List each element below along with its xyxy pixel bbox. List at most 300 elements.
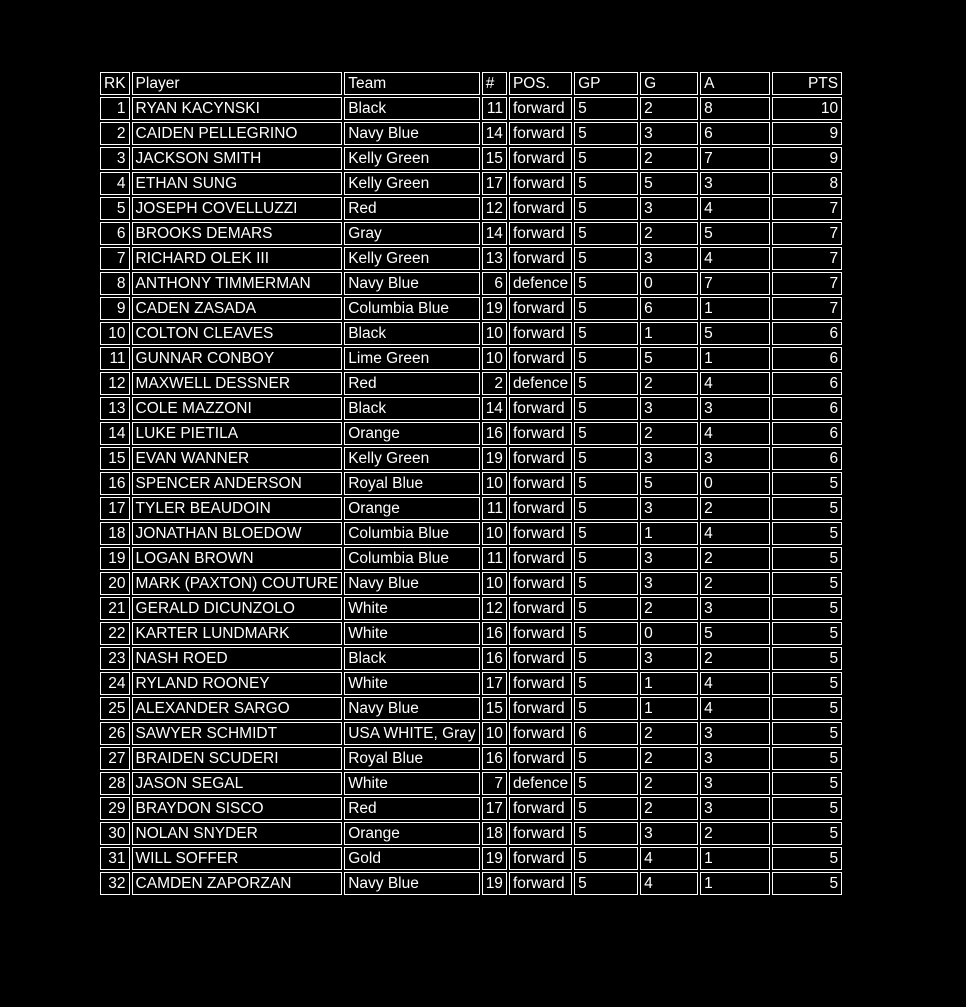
cell-team: Columbia Blue [344, 297, 479, 320]
cell-a: 4 [700, 672, 770, 695]
cell-team: Orange [344, 422, 479, 445]
cell-rk: 27 [100, 747, 130, 770]
cell-pos: forward [509, 747, 572, 770]
cell-player: LUKE PIETILA [132, 422, 343, 445]
table-row [100, 622, 842, 645]
cell-team: Kelly Green [344, 147, 479, 170]
cell-pos: forward [509, 572, 572, 595]
cell-team: Kelly Green [344, 447, 479, 470]
cell-player: COLTON CLEAVES [132, 322, 343, 345]
header-team: Team [344, 72, 479, 95]
cell-pos: forward [509, 347, 572, 370]
cell-gp: 6 [574, 722, 638, 745]
cell-g: 5 [640, 172, 698, 195]
cell-pts: 5 [772, 697, 842, 720]
table-row [100, 147, 842, 170]
cell-pos: forward [509, 497, 572, 520]
cell-number: 14 [482, 122, 507, 145]
cell-team: White [344, 772, 479, 795]
cell-team: White [344, 672, 479, 695]
cell-player: ANTHONY TIMMERMAN [132, 272, 343, 295]
cell-number: 17 [482, 172, 507, 195]
table-row [100, 222, 842, 245]
cell-rk: 14 [100, 422, 130, 445]
cell-rk: 30 [100, 822, 130, 845]
table-row [100, 547, 842, 570]
table-row [100, 497, 842, 520]
cell-number: 10 [482, 472, 507, 495]
cell-gp: 5 [574, 247, 638, 270]
cell-pts: 5 [772, 772, 842, 795]
cell-number: 15 [482, 147, 507, 170]
cell-a: 4 [700, 522, 770, 545]
cell-team: Gold [344, 847, 479, 870]
cell-number: 10 [482, 347, 507, 370]
cell-g: 4 [640, 872, 698, 895]
cell-rk: 22 [100, 622, 130, 645]
cell-pos: forward [509, 847, 572, 870]
cell-team: Kelly Green [344, 172, 479, 195]
cell-g: 4 [640, 847, 698, 870]
cell-rk: 19 [100, 547, 130, 570]
cell-a: 1 [700, 347, 770, 370]
cell-number: 12 [482, 597, 507, 620]
cell-team: White [344, 597, 479, 620]
cell-gp: 5 [574, 622, 638, 645]
cell-a: 7 [700, 147, 770, 170]
cell-a: 4 [700, 697, 770, 720]
cell-a: 4 [700, 247, 770, 270]
cell-pos: forward [509, 547, 572, 570]
header-gp: GP [574, 72, 638, 95]
cell-team: Navy Blue [344, 572, 479, 595]
table-row [100, 422, 842, 445]
cell-g: 3 [640, 122, 698, 145]
cell-a: 5 [700, 622, 770, 645]
cell-pts: 5 [772, 822, 842, 845]
cell-a: 3 [700, 172, 770, 195]
cell-pos: defence [509, 372, 572, 395]
header-pts: PTS [772, 72, 842, 95]
cell-pts: 9 [772, 122, 842, 145]
cell-a: 2 [700, 547, 770, 570]
cell-pts: 5 [772, 647, 842, 670]
cell-gp: 5 [574, 222, 638, 245]
cell-pos: forward [509, 672, 572, 695]
cell-g: 6 [640, 297, 698, 320]
cell-pts: 7 [772, 197, 842, 220]
cell-rk: 8 [100, 272, 130, 295]
cell-pos: forward [509, 247, 572, 270]
cell-g: 1 [640, 697, 698, 720]
cell-player: MAXWELL DESSNER [132, 372, 343, 395]
cell-g: 5 [640, 347, 698, 370]
table-row [100, 397, 842, 420]
cell-a: 2 [700, 497, 770, 520]
cell-team: Navy Blue [344, 872, 479, 895]
cell-a: 3 [700, 797, 770, 820]
cell-g: 0 [640, 272, 698, 295]
table-row [100, 672, 842, 695]
cell-rk: 21 [100, 597, 130, 620]
cell-g: 1 [640, 522, 698, 545]
cell-rk: 16 [100, 472, 130, 495]
cell-a: 3 [700, 447, 770, 470]
cell-player: JONATHAN BLOEDOW [132, 522, 343, 545]
cell-team: White [344, 622, 479, 645]
header-number: # [482, 72, 507, 95]
cell-number: 12 [482, 197, 507, 220]
cell-team: Navy Blue [344, 272, 479, 295]
cell-a: 3 [700, 597, 770, 620]
cell-pos: forward [509, 97, 572, 120]
cell-number: 16 [482, 422, 507, 445]
cell-rk: 25 [100, 697, 130, 720]
cell-pts: 5 [772, 497, 842, 520]
cell-rk: 9 [100, 297, 130, 320]
cell-rk: 6 [100, 222, 130, 245]
cell-number: 19 [482, 847, 507, 870]
cell-gp: 5 [574, 472, 638, 495]
cell-pos: forward [509, 172, 572, 195]
cell-player: NASH ROED [132, 647, 343, 670]
header-a: A [700, 72, 770, 95]
table-row [100, 647, 842, 670]
cell-number: 11 [482, 547, 507, 570]
cell-player: KARTER LUNDMARK [132, 622, 343, 645]
table-row [100, 447, 842, 470]
cell-number: 19 [482, 297, 507, 320]
cell-a: 5 [700, 222, 770, 245]
table-row [100, 847, 842, 870]
cell-pos: forward [509, 147, 572, 170]
cell-player: GUNNAR CONBOY [132, 347, 343, 370]
cell-pts: 5 [772, 522, 842, 545]
cell-a: 6 [700, 122, 770, 145]
cell-team: Royal Blue [344, 747, 479, 770]
cell-a: 3 [700, 747, 770, 770]
cell-gp: 5 [574, 572, 638, 595]
cell-a: 8 [700, 97, 770, 120]
cell-g: 2 [640, 147, 698, 170]
cell-team: Orange [344, 497, 479, 520]
cell-number: 10 [482, 522, 507, 545]
cell-player: RYLAND ROONEY [132, 672, 343, 695]
cell-player: EVAN WANNER [132, 447, 343, 470]
cell-g: 1 [640, 672, 698, 695]
cell-team: Red [344, 372, 479, 395]
cell-player: TYLER BEAUDOIN [132, 497, 343, 520]
cell-team: Gray [344, 222, 479, 245]
cell-number: 11 [482, 97, 507, 120]
table-row [100, 322, 842, 345]
cell-gp: 5 [574, 447, 638, 470]
table-row [100, 372, 842, 395]
cell-g: 3 [640, 397, 698, 420]
cell-g: 1 [640, 322, 698, 345]
cell-a: 3 [700, 772, 770, 795]
cell-number: 18 [482, 822, 507, 845]
cell-gp: 5 [574, 597, 638, 620]
cell-rk: 20 [100, 572, 130, 595]
cell-g: 2 [640, 422, 698, 445]
cell-pts: 5 [772, 472, 842, 495]
cell-player: ALEXANDER SARGO [132, 697, 343, 720]
cell-pos: forward [509, 872, 572, 895]
cell-player: CAMDEN ZAPORZAN [132, 872, 343, 895]
cell-team: Navy Blue [344, 697, 479, 720]
scoring-leaders-table [98, 70, 844, 897]
cell-pos: defence [509, 272, 572, 295]
cell-a: 2 [700, 647, 770, 670]
table-row [100, 172, 842, 195]
cell-pos: forward [509, 797, 572, 820]
table-row [100, 522, 842, 545]
cell-player: CAIDEN PELLEGRINO [132, 122, 343, 145]
header-g: G [640, 72, 698, 95]
cell-pos: forward [509, 522, 572, 545]
cell-player: SPENCER ANDERSON [132, 472, 343, 495]
cell-g: 3 [640, 197, 698, 220]
cell-pts: 5 [772, 547, 842, 570]
cell-a: 4 [700, 372, 770, 395]
cell-pts: 6 [772, 397, 842, 420]
cell-number: 19 [482, 872, 507, 895]
cell-team: Columbia Blue [344, 522, 479, 545]
cell-player: WILL SOFFER [132, 847, 343, 870]
cell-g: 3 [640, 647, 698, 670]
cell-team: Navy Blue [344, 122, 479, 145]
table-row [100, 347, 842, 370]
cell-team: Black [344, 322, 479, 345]
cell-player: BROOKS DEMARS [132, 222, 343, 245]
header-rk: RK [100, 72, 130, 95]
table-row [100, 722, 842, 745]
cell-a: 1 [700, 872, 770, 895]
cell-number: 17 [482, 672, 507, 695]
table-row [100, 472, 842, 495]
cell-pts: 7 [772, 297, 842, 320]
cell-pts: 5 [772, 672, 842, 695]
cell-pts: 8 [772, 172, 842, 195]
cell-pts: 7 [772, 222, 842, 245]
cell-rk: 24 [100, 672, 130, 695]
table-row [100, 872, 842, 895]
cell-number: 10 [482, 572, 507, 595]
cell-gp: 5 [574, 872, 638, 895]
cell-number: 19 [482, 447, 507, 470]
cell-g: 3 [640, 547, 698, 570]
cell-rk: 1 [100, 97, 130, 120]
cell-gp: 5 [574, 172, 638, 195]
cell-gp: 5 [574, 522, 638, 545]
cell-rk: 32 [100, 872, 130, 895]
cell-number: 16 [482, 647, 507, 670]
cell-player: COLE MAZZONI [132, 397, 343, 420]
cell-pts: 5 [772, 597, 842, 620]
cell-pts: 7 [772, 272, 842, 295]
cell-a: 7 [700, 272, 770, 295]
cell-a: 4 [700, 197, 770, 220]
cell-a: 3 [700, 722, 770, 745]
cell-rk: 11 [100, 347, 130, 370]
cell-rk: 2 [100, 122, 130, 145]
cell-gp: 5 [574, 747, 638, 770]
cell-player: NOLAN SNYDER [132, 822, 343, 845]
cell-a: 1 [700, 847, 770, 870]
cell-a: 0 [700, 472, 770, 495]
cell-pos: forward [509, 597, 572, 620]
cell-team: Orange [344, 822, 479, 845]
header-player: Player [132, 72, 343, 95]
cell-pts: 5 [772, 747, 842, 770]
cell-pts: 9 [772, 147, 842, 170]
cell-g: 2 [640, 747, 698, 770]
cell-a: 2 [700, 572, 770, 595]
cell-team: Lime Green [344, 347, 479, 370]
cell-gp: 5 [574, 122, 638, 145]
cell-g: 3 [640, 572, 698, 595]
cell-team: Columbia Blue [344, 547, 479, 570]
cell-g: 0 [640, 622, 698, 645]
cell-pos: defence [509, 772, 572, 795]
cell-rk: 4 [100, 172, 130, 195]
cell-number: 10 [482, 322, 507, 345]
cell-g: 2 [640, 722, 698, 745]
cell-g: 3 [640, 822, 698, 845]
cell-pos: forward [509, 297, 572, 320]
cell-gp: 5 [574, 97, 638, 120]
cell-number: 11 [482, 497, 507, 520]
cell-pts: 5 [772, 622, 842, 645]
cell-pos: forward [509, 197, 572, 220]
cell-player: BRAIDEN SCUDERI [132, 747, 343, 770]
cell-number: 15 [482, 697, 507, 720]
table-row [100, 822, 842, 845]
cell-pts: 5 [772, 847, 842, 870]
header-row [100, 72, 842, 95]
cell-rk: 13 [100, 397, 130, 420]
cell-player: JACKSON SMITH [132, 147, 343, 170]
cell-player: ETHAN SUNG [132, 172, 343, 195]
cell-g: 2 [640, 97, 698, 120]
cell-pts: 5 [772, 572, 842, 595]
cell-team: Royal Blue [344, 472, 479, 495]
cell-pts: 6 [772, 347, 842, 370]
table-row [100, 297, 842, 320]
cell-gp: 5 [574, 497, 638, 520]
cell-rk: 23 [100, 647, 130, 670]
cell-pos: forward [509, 822, 572, 845]
cell-gp: 5 [574, 847, 638, 870]
cell-pts: 6 [772, 372, 842, 395]
cell-rk: 17 [100, 497, 130, 520]
table-row [100, 122, 842, 145]
table-row [100, 597, 842, 620]
cell-player: RICHARD OLEK III [132, 247, 343, 270]
cell-g: 3 [640, 247, 698, 270]
table-body [100, 97, 842, 895]
cell-player: SAWYER SCHMIDT [132, 722, 343, 745]
cell-pts: 7 [772, 247, 842, 270]
cell-team: Black [344, 97, 479, 120]
cell-number: 10 [482, 722, 507, 745]
cell-rk: 7 [100, 247, 130, 270]
cell-pts: 6 [772, 447, 842, 470]
cell-team: Black [344, 397, 479, 420]
cell-pos: forward [509, 122, 572, 145]
cell-player: MARK (PAXTON) COUTURE [132, 572, 343, 595]
cell-g: 2 [640, 772, 698, 795]
cell-gp: 5 [574, 797, 638, 820]
cell-gp: 5 [574, 647, 638, 670]
cell-pos: forward [509, 397, 572, 420]
cell-rk: 31 [100, 847, 130, 870]
cell-gp: 5 [574, 822, 638, 845]
cell-player: JOSEPH COVELLUZZI [132, 197, 343, 220]
cell-player: BRAYDON SISCO [132, 797, 343, 820]
cell-a: 5 [700, 322, 770, 345]
cell-g: 3 [640, 497, 698, 520]
cell-team: Red [344, 797, 479, 820]
cell-g: 2 [640, 222, 698, 245]
cell-player: JASON SEGAL [132, 772, 343, 795]
cell-team: USA WHITE, Gray [344, 722, 479, 745]
cell-g: 3 [640, 447, 698, 470]
cell-team: Black [344, 647, 479, 670]
cell-gp: 5 [574, 697, 638, 720]
cell-pos: forward [509, 322, 572, 345]
cell-pos: forward [509, 422, 572, 445]
cell-pos: forward [509, 722, 572, 745]
table-row [100, 272, 842, 295]
cell-gp: 5 [574, 297, 638, 320]
cell-gp: 5 [574, 397, 638, 420]
cell-player: GERALD DICUNZOLO [132, 597, 343, 620]
cell-rk: 10 [100, 322, 130, 345]
cell-gp: 5 [574, 372, 638, 395]
cell-number: 14 [482, 222, 507, 245]
table-row [100, 197, 842, 220]
cell-rk: 28 [100, 772, 130, 795]
cell-rk: 29 [100, 797, 130, 820]
cell-pts: 6 [772, 422, 842, 445]
cell-pos: forward [509, 647, 572, 670]
cell-pts: 5 [772, 872, 842, 895]
cell-number: 16 [482, 747, 507, 770]
cell-rk: 3 [100, 147, 130, 170]
cell-pts: 5 [772, 797, 842, 820]
cell-a: 2 [700, 822, 770, 845]
cell-a: 1 [700, 297, 770, 320]
cell-team: Red [344, 197, 479, 220]
cell-gp: 5 [574, 322, 638, 345]
table-row [100, 797, 842, 820]
table-row [100, 747, 842, 770]
cell-pts: 6 [772, 322, 842, 345]
cell-rk: 15 [100, 447, 130, 470]
cell-pts: 5 [772, 722, 842, 745]
cell-a: 4 [700, 422, 770, 445]
cell-gp: 5 [574, 147, 638, 170]
cell-number: 14 [482, 397, 507, 420]
cell-pos: forward [509, 697, 572, 720]
cell-player: CADEN ZASADA [132, 297, 343, 320]
cell-g: 5 [640, 472, 698, 495]
cell-pos: forward [509, 447, 572, 470]
cell-g: 2 [640, 597, 698, 620]
cell-player: LOGAN BROWN [132, 547, 343, 570]
